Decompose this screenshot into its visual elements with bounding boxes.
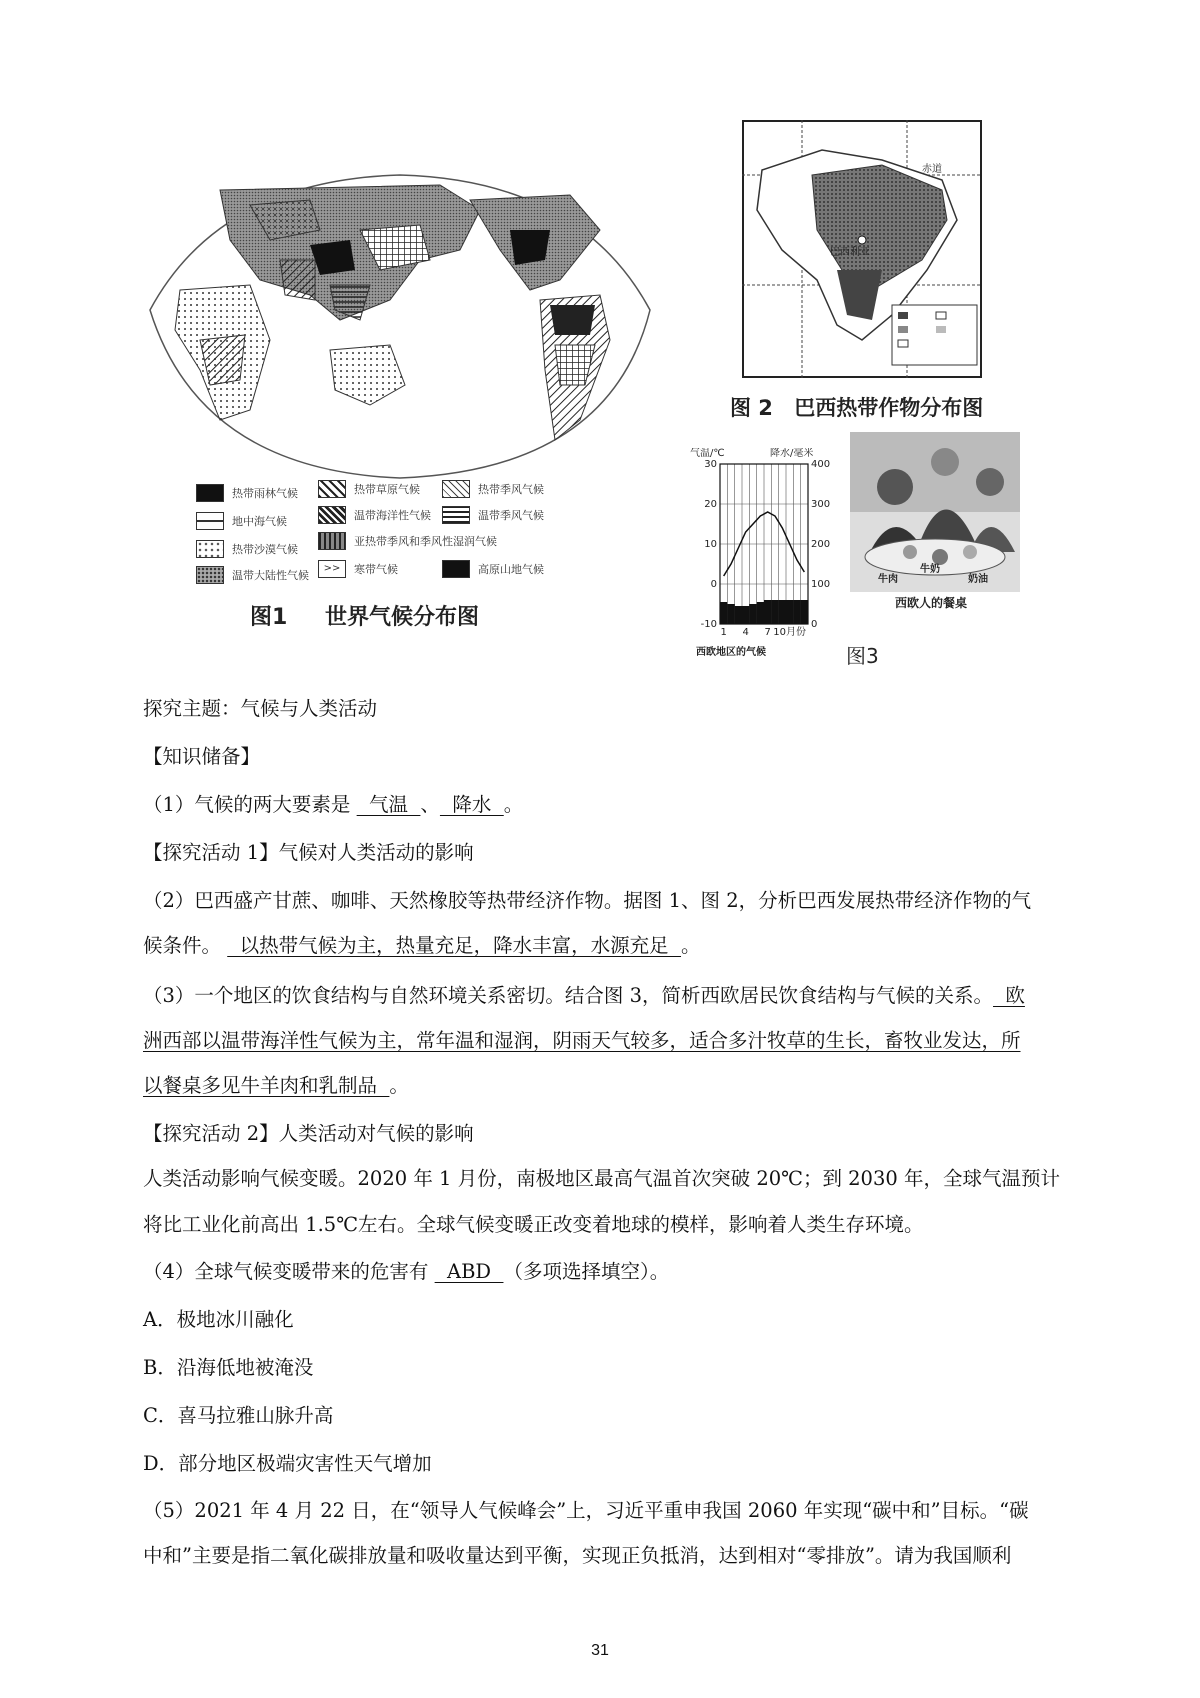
figure1-caption-number: 图1 xyxy=(250,605,288,630)
q4-prefix: （4）全球气候变暖带来的危害有 xyxy=(143,1260,429,1283)
x-tick-label: 4 xyxy=(742,627,749,638)
legend-label: 寒带气候 xyxy=(354,563,398,576)
dining-table-illustration xyxy=(850,432,1020,632)
y-tick-label: -10 xyxy=(700,619,717,630)
question-3-line3 xyxy=(143,1070,409,1098)
figure2-brazil-map xyxy=(742,120,982,378)
q1-end: 。 xyxy=(503,793,524,816)
q3-end: 。 xyxy=(389,1074,409,1097)
y-tick-label: 20 xyxy=(704,499,717,510)
y-tick-label: 10 xyxy=(704,539,717,550)
q1-answer-2: 降水 xyxy=(439,793,504,816)
figure3-climate-chart xyxy=(690,448,830,658)
legend-swatch xyxy=(442,560,470,578)
photo-label-milk: 牛奶 xyxy=(920,564,940,575)
legend-item xyxy=(318,560,398,578)
precipitation-bar xyxy=(764,600,771,624)
legend-swatch: >> xyxy=(318,560,346,578)
legend-label: 热带草原气候 xyxy=(354,483,420,496)
legend-item xyxy=(196,540,298,558)
question-1 xyxy=(143,789,523,817)
legend-item xyxy=(442,560,544,578)
figure3-dining-photo xyxy=(850,432,1020,632)
legend-swatch xyxy=(196,566,224,584)
q4-answer: ABD xyxy=(434,1260,504,1283)
question-2-line2 xyxy=(143,930,701,958)
figure1-caption-title: 世界气候分布图 xyxy=(324,605,479,630)
photo-label-cream: 奶油 xyxy=(968,574,988,585)
brazil-map-graphic xyxy=(742,120,982,378)
equator-label: 赤道 xyxy=(922,164,942,175)
option-b: B．沿海低地被淹没 xyxy=(143,1356,314,1379)
legend-item xyxy=(196,512,287,530)
question-5-line1: （5）2021 年 4 月 22 日，在“领导人气候峰会”上，习近平重申我国 2060 年实现“碳中和”目标。“碳 xyxy=(143,1499,1029,1522)
legend-swatch xyxy=(318,532,346,550)
photo-label-beef: 牛肉 xyxy=(878,574,898,585)
y-tick-label: 0 xyxy=(710,579,717,590)
legend-label: 温带大陆性气候 xyxy=(232,569,309,582)
q1-separator: 、 xyxy=(420,793,440,816)
y2-tick-label: 100 xyxy=(811,579,830,590)
figure2-caption xyxy=(730,392,983,422)
legend-label: 热带雨林气候 xyxy=(232,487,298,500)
legend-item xyxy=(318,532,497,550)
precipitation-bar xyxy=(727,604,734,624)
legend-label: 地中海气候 xyxy=(232,515,287,528)
brazil-capital-label: 巴西利亚 xyxy=(830,247,870,258)
precipitation-bar xyxy=(742,606,749,624)
question-3-line1 xyxy=(143,980,1025,1008)
y2-tick-label: 0 xyxy=(811,619,818,630)
y2-tick-label: 300 xyxy=(811,499,830,510)
legend-label: 温带季风气候 xyxy=(478,509,544,522)
y2-axis-label: 降水/毫米 xyxy=(770,448,814,459)
precipitation-bar xyxy=(735,606,742,624)
legend-item xyxy=(318,480,420,498)
q3-answer-part2: 洲西部以温带海洋性气候为主，常年温和湿润，阴雨天气较多，适合多汁牧草的生长，畜牧业发达，所 xyxy=(143,1029,1021,1052)
knowledge-header: 【知识储备】 xyxy=(143,745,261,768)
legend-label: 高原山地气候 xyxy=(478,563,544,576)
legend-swatch xyxy=(196,512,224,530)
q2-prefix: 候条件。 xyxy=(143,934,222,957)
climate-chart-svg xyxy=(690,448,830,658)
figure1-world-climate-map xyxy=(140,170,660,480)
figure1-caption xyxy=(250,600,479,631)
figure3-caption xyxy=(846,640,879,669)
question-3-line2 xyxy=(143,1025,1021,1053)
activity1-header: 【探究活动 1】气候对人类活动的影响 xyxy=(143,841,474,864)
activity2-header: 【探究活动 2】人类活动对气候的影响 xyxy=(143,1122,474,1145)
q1-prefix: （1）气候的两大要素是 xyxy=(143,793,351,816)
figure2-caption-number: 图 2 xyxy=(730,396,773,420)
intro-line1: 人类活动影响气候变暖。2020 年 1 月份，南极地区最高气温首次突破 20℃；到 2030 年，全球气温预计 xyxy=(143,1167,1060,1190)
q4-suffix: （多项选择填空）。 xyxy=(503,1260,670,1283)
page-number: 31 xyxy=(591,1642,609,1659)
legend-label: 亚热带季风和季风性湿润气候 xyxy=(354,535,497,548)
x-tick-label: 1 xyxy=(720,627,727,638)
precipitation-bar xyxy=(779,600,786,624)
precipitation-bar xyxy=(749,604,756,624)
precipitation-bar xyxy=(793,600,800,624)
legend-label: 温带海洋性气候 xyxy=(354,509,431,522)
y2-tick-label: 400 xyxy=(811,459,830,470)
figure2-caption-title: 巴西热带作物分布图 xyxy=(794,396,984,420)
photo-caption: 西欧人的餐桌 xyxy=(895,596,968,610)
precipitation-bar xyxy=(771,600,778,624)
legend-item xyxy=(196,566,309,584)
legend-swatch xyxy=(196,540,224,558)
figure3-caption-text: 图3 xyxy=(846,644,879,668)
q3-answer-part3: 以餐桌多见牛羊肉和乳制品 xyxy=(143,1074,390,1097)
x-tick-label: 10月份 xyxy=(773,627,807,638)
legend-swatch xyxy=(196,484,224,502)
legend-swatch xyxy=(318,506,346,524)
world-map-graphic xyxy=(140,170,660,480)
legend-item xyxy=(442,506,544,524)
option-d: D．部分地区极端灾害性天气增加 xyxy=(143,1452,432,1475)
option-c: C．喜马拉雅山脉升高 xyxy=(143,1404,334,1427)
option-a: A．极地冰川融化 xyxy=(143,1308,294,1331)
question-4 xyxy=(143,1256,669,1284)
y-tick-label: 30 xyxy=(704,459,717,470)
question-2-line1: （2）巴西盛产甘蔗、咖啡、天然橡胶等热带经济作物。据图 1、图 2，分析巴西发展热带经济作物的气 xyxy=(143,889,1032,912)
question-5-line2: 中和”主要是指二氧化碳排放量和吸收量达到平衡，实现正负抵消，达到相对“零排放”。请为我国顺利 xyxy=(143,1544,1012,1567)
chart-caption: 西欧地区的气候 xyxy=(696,647,766,658)
legend-label: 热带季风气候 xyxy=(478,483,544,496)
q2-end: 。 xyxy=(681,934,701,957)
q3-prefix: （3）一个地区的饮食结构与自然环境关系密切。结合图 3，简析西欧居民饮食结构与气候的关系。 xyxy=(143,984,994,1007)
legend-swatch xyxy=(442,480,470,498)
q3-answer-part1: 欧 xyxy=(993,984,1025,1007)
legend-swatch xyxy=(442,506,470,524)
y-axis-label: 气温/℃ xyxy=(690,448,725,459)
legend-item xyxy=(318,506,431,524)
intro-line2: 将比工业化前高出 1.5℃左右。全球气候变暖正改变着地球的模样，影响着人类生存环境。 xyxy=(143,1213,924,1236)
precipitation-bar xyxy=(720,602,727,624)
legend-item xyxy=(196,484,298,502)
legend-swatch xyxy=(318,480,346,498)
q1-answer-1: 气温 xyxy=(356,793,421,816)
q2-answer: 以热带气候为主，热量充足，降水丰富，水源充足 xyxy=(227,934,682,957)
precipitation-bar xyxy=(757,602,764,624)
legend-item xyxy=(442,480,544,498)
y2-tick-label: 200 xyxy=(811,539,830,550)
precipitation-bar xyxy=(786,600,793,624)
x-tick-label: 7 xyxy=(764,627,771,638)
precipitation-bar xyxy=(801,600,808,624)
legend-label: 热带沙漠气候 xyxy=(232,543,298,556)
chart-marks xyxy=(701,459,830,638)
topic-line: 探究主题：气候与人类活动 xyxy=(143,697,378,720)
